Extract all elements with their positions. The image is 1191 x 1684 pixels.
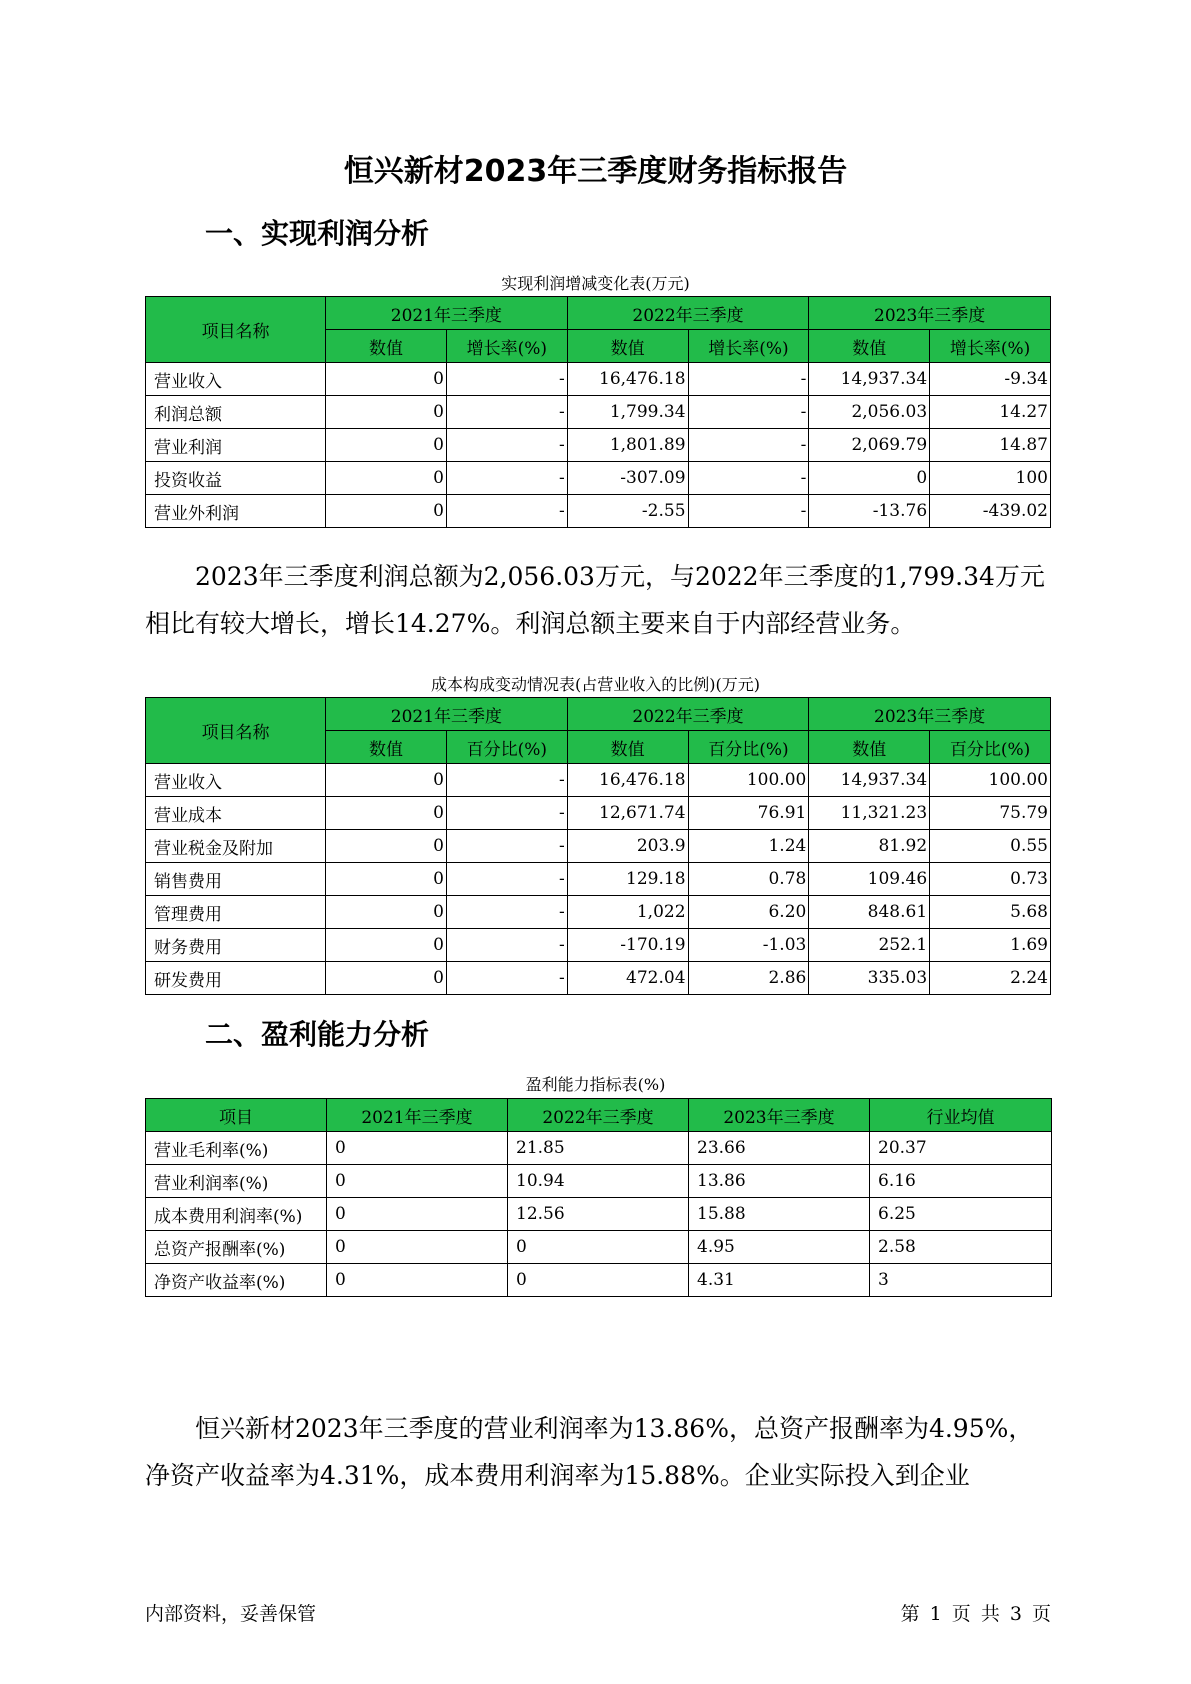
- table-cell: 109.46: [809, 863, 930, 896]
- header-growth: 增长率(%): [930, 330, 1051, 363]
- header-growth: 增长率(%): [688, 330, 809, 363]
- header-industry-average: 行业均值: [870, 1099, 1052, 1132]
- table-cell: 4.95: [689, 1231, 870, 1264]
- row-label: 营业收入: [146, 764, 326, 797]
- table-cell: 0: [326, 962, 447, 995]
- header-item-name: 项目名称: [146, 297, 326, 363]
- table-row: [146, 1198, 1052, 1231]
- table-cell: 0.55: [930, 830, 1051, 863]
- table-cell: 0: [508, 1231, 689, 1264]
- table-cell: -170.19: [567, 929, 688, 962]
- row-label: 总资产报酬率(%): [146, 1231, 327, 1264]
- table-cell: 0: [326, 797, 447, 830]
- table-row: [146, 962, 1051, 995]
- table-row: [146, 896, 1051, 929]
- table-cell: -: [446, 863, 567, 896]
- table-row: [146, 1264, 1052, 1297]
- table-cell: 252.1: [809, 929, 930, 962]
- header-percent: 百分比(%): [930, 731, 1051, 764]
- table-cell: 14.27: [930, 396, 1051, 429]
- table-cell: -13.76: [809, 495, 930, 528]
- table-cell: 75.79: [930, 797, 1051, 830]
- header-value: 数值: [567, 330, 688, 363]
- table-cell: 0: [508, 1264, 689, 1297]
- table-cell: 10.94: [508, 1165, 689, 1198]
- profitability-table: [145, 1098, 1052, 1297]
- header-item: 项目: [146, 1099, 327, 1132]
- header-period: 2021年三季度: [326, 297, 568, 330]
- row-label: 成本费用利润率(%): [146, 1198, 327, 1231]
- table-row: [146, 429, 1051, 462]
- table-cell: -: [688, 429, 809, 462]
- table-row: [146, 396, 1051, 429]
- table-cell: 0: [326, 495, 447, 528]
- row-label: 营业利润: [146, 429, 326, 462]
- table-caption-profitability: 盈利能力指标表(%): [525, 1075, 666, 1094]
- document-title: 恒兴新材2023年三季度财务指标报告: [343, 154, 848, 189]
- table-cell: 81.92: [809, 830, 930, 863]
- row-label: 营业成本: [146, 797, 326, 830]
- table-cell: 1.24: [688, 830, 809, 863]
- row-label: 管理费用: [146, 896, 326, 929]
- header-percent: 百分比(%): [688, 731, 809, 764]
- table-cell: 0: [327, 1264, 508, 1297]
- table-cell: -: [688, 363, 809, 396]
- table-cell: 14,937.34: [809, 363, 930, 396]
- table-cell: 12,671.74: [567, 797, 688, 830]
- table-cell: 6.20: [688, 896, 809, 929]
- table-row: [146, 1132, 1052, 1165]
- table-cell: 100.00: [688, 764, 809, 797]
- table-cell: 2,056.03: [809, 396, 930, 429]
- table-cell: 4.31: [689, 1264, 870, 1297]
- table-cell: 848.61: [809, 896, 930, 929]
- row-label: 营业外利润: [146, 495, 326, 528]
- table-cell: -2.55: [567, 495, 688, 528]
- row-label: 销售费用: [146, 863, 326, 896]
- header-period: 2021年三季度: [327, 1099, 508, 1132]
- table-cell: 0: [327, 1231, 508, 1264]
- row-label: 营业利润率(%): [146, 1165, 327, 1198]
- table-cell: 6.16: [870, 1165, 1052, 1198]
- table-caption-cost: 成本构成变动情况表(占营业收入的比例)(万元): [431, 675, 760, 694]
- table-cell: 14.87: [930, 429, 1051, 462]
- table-cell: 0.73: [930, 863, 1051, 896]
- table-cell: 1,801.89: [567, 429, 688, 462]
- header-item-name: 项目名称: [146, 698, 326, 764]
- table-cell: 1,022: [567, 896, 688, 929]
- header-percent: 百分比(%): [446, 731, 567, 764]
- table-row: [146, 1231, 1052, 1264]
- table-row: [146, 863, 1051, 896]
- row-label: 利润总额: [146, 396, 326, 429]
- row-label: 营业收入: [146, 363, 326, 396]
- footer-confidential-note: 内部资料，妥善保管: [145, 1603, 317, 1625]
- table-cell: 129.18: [567, 863, 688, 896]
- table-cell: 2.24: [930, 962, 1051, 995]
- table-cell: 0.78: [688, 863, 809, 896]
- table-cell: -: [446, 462, 567, 495]
- table-cell: -: [688, 462, 809, 495]
- table-cell: -: [446, 929, 567, 962]
- table-cell: -: [446, 896, 567, 929]
- table-row: [146, 764, 1051, 797]
- table-cell: 23.66: [689, 1132, 870, 1165]
- table-cell: 100: [930, 462, 1051, 495]
- table-cell: 21.85: [508, 1132, 689, 1165]
- header-value: 数值: [809, 731, 930, 764]
- section-heading-profitability: 二、盈利能力分析: [205, 1018, 430, 1051]
- table-row: [146, 830, 1051, 863]
- row-label: 净资产收益率(%): [146, 1264, 327, 1297]
- row-label: 投资收益: [146, 462, 326, 495]
- header-period: 2023年三季度: [689, 1099, 870, 1132]
- table-cell: 0: [809, 462, 930, 495]
- table-cell: 2.58: [870, 1231, 1052, 1264]
- table-cell: 12.56: [508, 1198, 689, 1231]
- table-cell: 15.88: [689, 1198, 870, 1231]
- table-cell: 0: [326, 863, 447, 896]
- row-label: 财务费用: [146, 929, 326, 962]
- table-cell: 0: [327, 1132, 508, 1165]
- table-cell: 0: [327, 1198, 508, 1231]
- header-value: 数值: [809, 330, 930, 363]
- table-cell: 100.00: [930, 764, 1051, 797]
- table-cell: -: [688, 495, 809, 528]
- header-period: 2022年三季度: [508, 1099, 689, 1132]
- table-row: [146, 462, 1051, 495]
- footer-page-number: 第 1 页 共 3 页: [900, 1603, 1051, 1625]
- header-period: 2023年三季度: [809, 698, 1051, 731]
- table-cell: 1.69: [930, 929, 1051, 962]
- table-row: [146, 929, 1051, 962]
- section-heading-profit: 一、实现利润分析: [205, 217, 430, 250]
- table-cell: 0: [326, 929, 447, 962]
- table-cell: 1,799.34: [567, 396, 688, 429]
- table-cell: 0: [327, 1165, 508, 1198]
- table-cell: 0: [326, 830, 447, 863]
- table-row: [146, 1165, 1052, 1198]
- table-cell: 13.86: [689, 1165, 870, 1198]
- table-cell: -1.03: [688, 929, 809, 962]
- table-cell: 0: [326, 764, 447, 797]
- table-caption-profit: 实现利润增减变化表(万元): [501, 274, 690, 293]
- profit-paragraph: 2023年三季度利润总额为2,056.03万元，与2022年三季度的1,799.34万元相比有较大增长，增长14.27%。利润总额主要来自于内部经营业务。: [145, 562, 1045, 638]
- table-row: [146, 363, 1051, 396]
- table-row: [146, 797, 1051, 830]
- table-cell: 76.91: [688, 797, 809, 830]
- table-cell: 16,476.18: [567, 764, 688, 797]
- table-cell: -: [446, 429, 567, 462]
- header-value: 数值: [326, 330, 447, 363]
- table-cell: 11,321.23: [809, 797, 930, 830]
- table-cell: -: [446, 797, 567, 830]
- table-cell: 203.9: [567, 830, 688, 863]
- row-label: 研发费用: [146, 962, 326, 995]
- cost-structure-table: [145, 697, 1051, 995]
- header-value: 数值: [567, 731, 688, 764]
- table-row: [146, 495, 1051, 528]
- table-cell: 3: [870, 1264, 1052, 1297]
- profitability-paragraph: 恒兴新材2023年三季度的营业利润率为13.86%，总资产报酬率为4.95%，净资产收益率为4.31%，成本费用利润率为15.88%。企业实际投入到企业: [145, 1414, 1034, 1490]
- row-label: 营业毛利率(%): [146, 1132, 327, 1165]
- table-cell: 0: [326, 462, 447, 495]
- table-cell: 0: [326, 896, 447, 929]
- table-cell: -: [446, 495, 567, 528]
- header-growth: 增长率(%): [446, 330, 567, 363]
- table-cell: -439.02: [930, 495, 1051, 528]
- row-label: 营业税金及附加: [146, 830, 326, 863]
- table-cell: -9.34: [930, 363, 1051, 396]
- table-cell: 16,476.18: [567, 363, 688, 396]
- table-cell: 0: [326, 429, 447, 462]
- table-cell: 6.25: [870, 1198, 1052, 1231]
- table-cell: 335.03: [809, 962, 930, 995]
- table-cell: -: [446, 764, 567, 797]
- table-cell: 20.37: [870, 1132, 1052, 1165]
- header-period: 2021年三季度: [326, 698, 568, 731]
- table-cell: -: [446, 830, 567, 863]
- table-cell: 5.68: [930, 896, 1051, 929]
- table-cell: -: [446, 962, 567, 995]
- table-cell: 2.86: [688, 962, 809, 995]
- table-cell: -: [446, 396, 567, 429]
- profit-change-table: [145, 296, 1051, 528]
- table-cell: 472.04: [567, 962, 688, 995]
- table-cell: 0: [326, 363, 447, 396]
- table-cell: 14,937.34: [809, 764, 930, 797]
- table-cell: -: [688, 396, 809, 429]
- table-cell: -: [446, 363, 567, 396]
- header-period: 2022年三季度: [567, 698, 809, 731]
- header-period: 2022年三季度: [567, 297, 809, 330]
- table-cell: 0: [326, 396, 447, 429]
- table-cell: 2,069.79: [809, 429, 930, 462]
- table-cell: -307.09: [567, 462, 688, 495]
- header-value: 数值: [326, 731, 447, 764]
- header-period: 2023年三季度: [809, 297, 1051, 330]
